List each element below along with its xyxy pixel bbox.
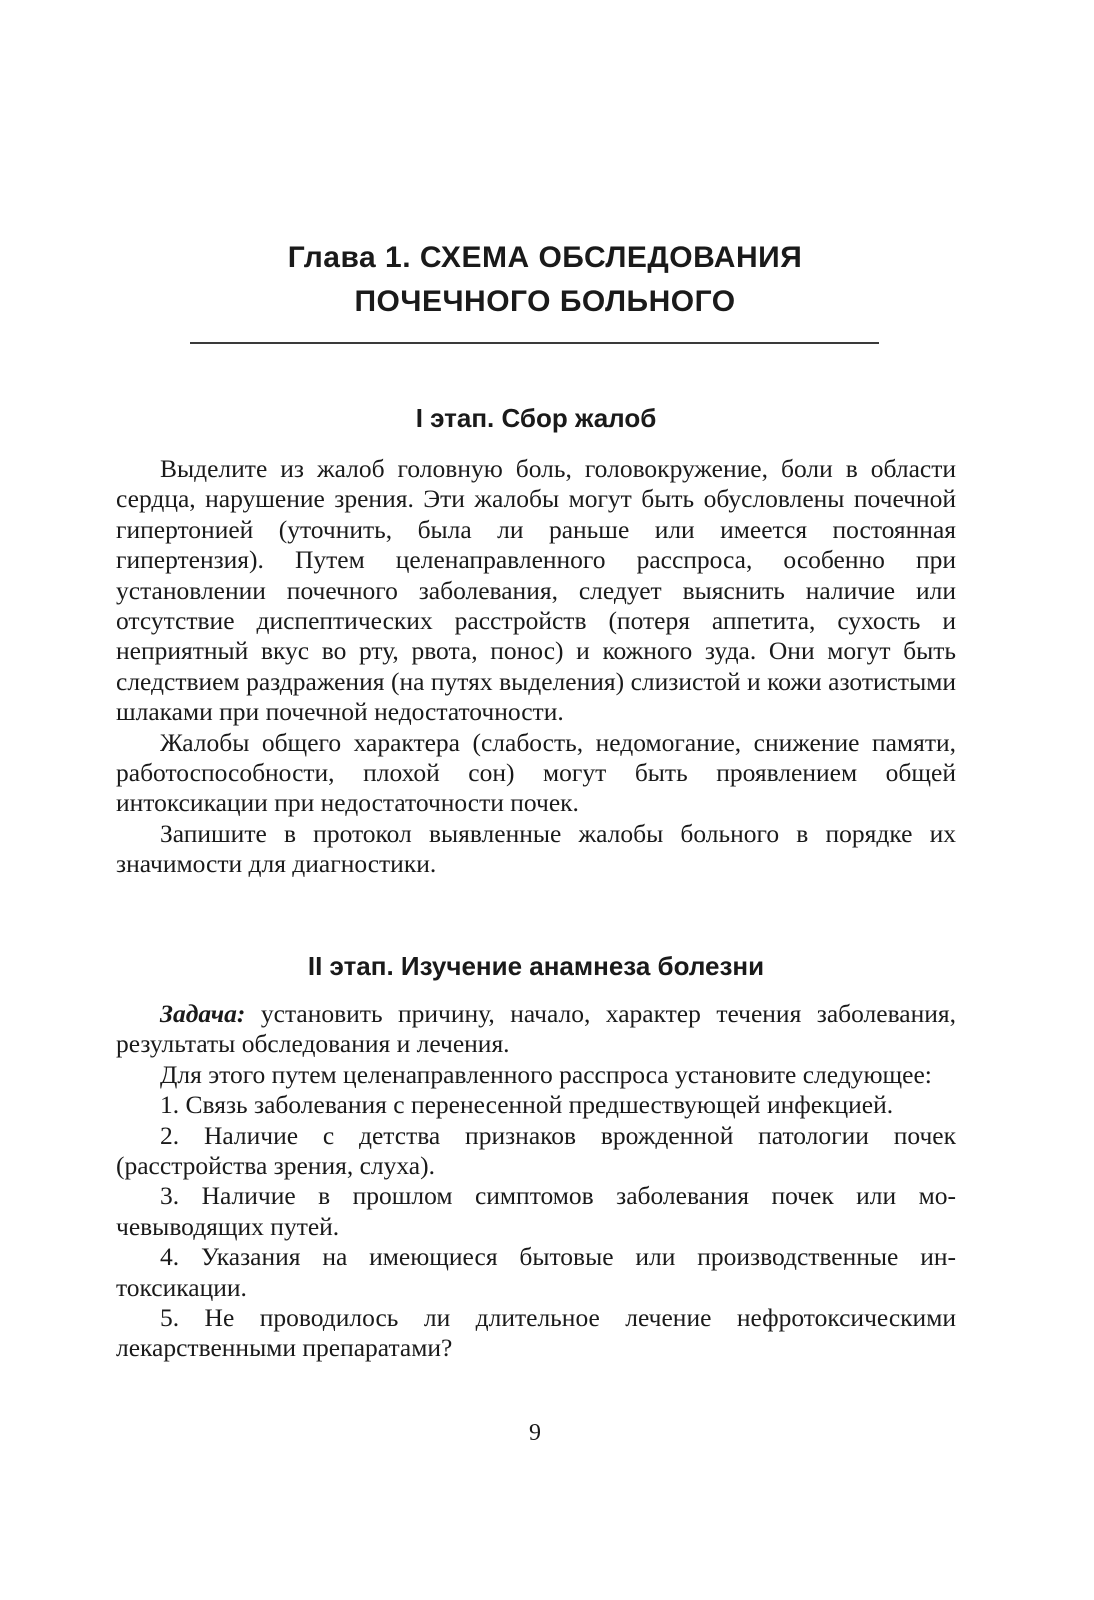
chapter-divider bbox=[190, 342, 879, 344]
task-text: установить причину, начало, характер течения заболевания, результаты обследования и лечения. bbox=[116, 999, 956, 1059]
chapter-title bbox=[150, 236, 940, 324]
list-item: 2. Наличие с детства признаков врожденной патологии почек (расстройства зрения, слуха). bbox=[116, 1120, 956, 1181]
paragraph: Выделите из жалоб головную боль, головокружение, боли в области сердца, нарушение зрения. Эти жалобы могут быть обусловлены почечной гипертонией (уточнить, была ли раньше или имеется постоянная гипертензия). Путем целенаправленного расспроса, особенно при установлении почечного заболевания, следует выяснить наличие или отсутствие диспептических расстройств (потеря аппетита, сухость и неприятный вкус во рту, рвота, понос) и кожного зуда. Они могут быть следствием раздражения (на путях выделения) слизистой и кожи азотистыми шлаками при почечной недостаточности. bbox=[116, 454, 956, 727]
list-item: 4. Указания на имеющиеся бытовые или производственные интоксикации. bbox=[116, 1242, 956, 1302]
section-anamnesis-body bbox=[116, 999, 956, 1364]
list-item: 3. Наличие в прошлом симптомов заболевания почек или мочевыводящих путей. bbox=[116, 1181, 956, 1241]
task-paragraph bbox=[116, 999, 956, 1060]
paragraph: Запишите в протокол выявленные жалобы больного в порядке их значимости для диагностики. bbox=[116, 818, 956, 879]
paragraph: Жалобы общего характера (слабость, недомогание, снижение памяти, работоспособности, плохой сон) могут быть проявлением общей интоксикации при недостаточности почек. bbox=[116, 727, 956, 818]
chapter-title-line-1: Глава 1. СХЕМА ОБСЛЕДОВАНИЯ bbox=[287, 241, 803, 274]
task-label: Задача: bbox=[160, 999, 246, 1028]
section-heading-complaints: I этап. Сбор жалоб bbox=[415, 403, 657, 433]
paragraph: Для этого путем целенаправленного расспроса установите следующее: bbox=[160, 1059, 932, 1089]
section-heading-anamnesis: II этап. Изучение анамнеза болезни bbox=[307, 951, 765, 981]
chapter-title-line-2: ПОЧЕЧНОГО БОЛЬНОГО bbox=[354, 285, 736, 318]
page-number: 9 bbox=[529, 1420, 541, 1446]
list-item: 1. Связь заболевания с перенесенной предшествующей инфекцией. bbox=[160, 1090, 894, 1120]
list-item: 5. Не проводилось ли длительное лечение нефротоксическими лекарственными препаратами? bbox=[116, 1303, 956, 1363]
section-complaints-body bbox=[116, 454, 956, 880]
